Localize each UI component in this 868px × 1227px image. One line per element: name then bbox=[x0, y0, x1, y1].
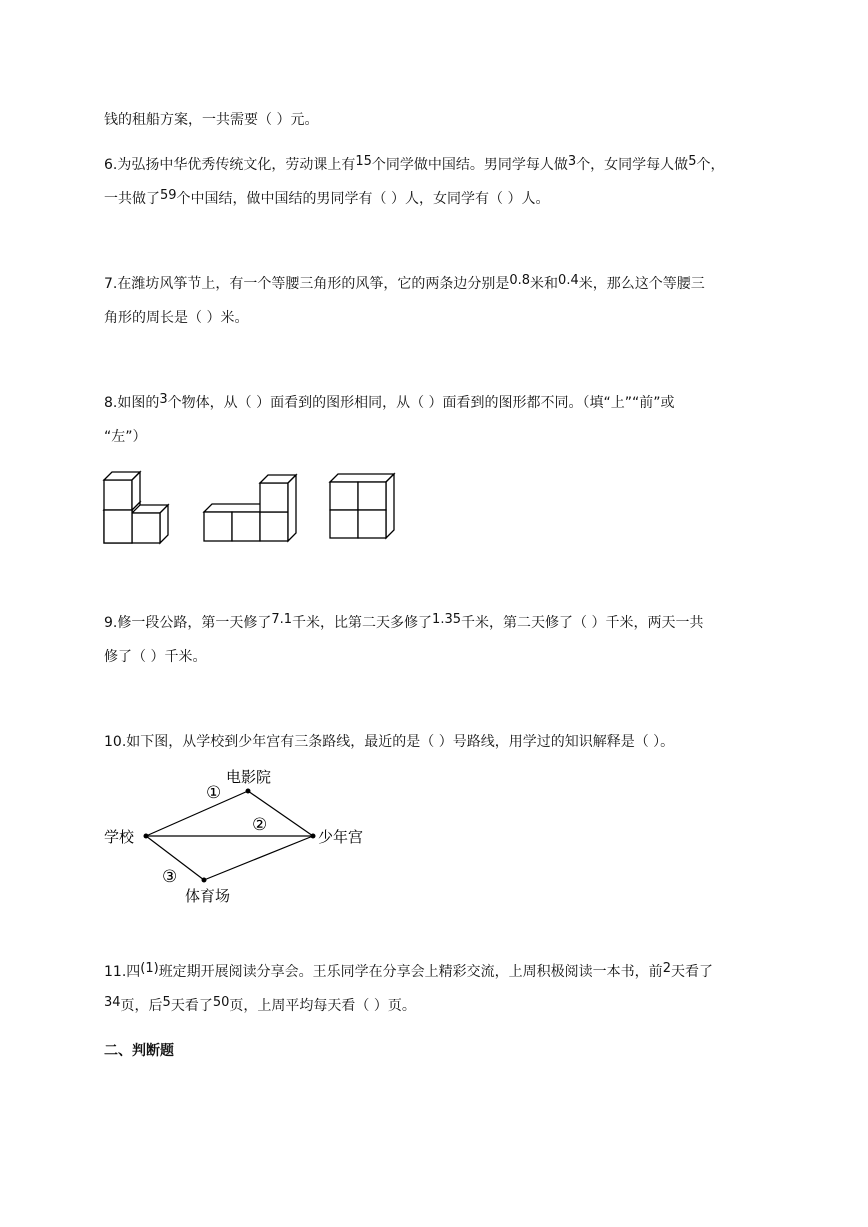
q11-line-1: 11.四(1)班定期开展阅读分享会。王乐同学在分享会上精彩交流，上周积极阅读一本书，前2天看了 bbox=[104, 961, 713, 980]
cinema-point bbox=[246, 789, 251, 794]
q6-line-1: 6.为弘扬中华优秀传统文化，劳动课上有15个同学做中国结。男同学每人做3个，女同学每人做5个， bbox=[104, 154, 725, 173]
q5-line-1: 钱的租船方案，一共需要（ ）元。 bbox=[104, 112, 319, 128]
cinema-label: 电影院 bbox=[226, 768, 272, 786]
q8-line-1: 8.如图的3个物体，从（ ）面看到的图形相同，从（ ）面看到的图形都不同。（填“上”“前”或 bbox=[104, 392, 675, 411]
stadium-label: 体育场 bbox=[185, 887, 231, 905]
q10-line-1: 10.如下图，从学校到少年宫有三条路线，最近的是（ ）号路线，用学过的知识解释是（ ）。 bbox=[104, 734, 675, 750]
route-3-label: ③ bbox=[162, 867, 178, 887]
section-title-judgment: 二、判断题 bbox=[104, 1043, 174, 1059]
cube-object-3 bbox=[330, 474, 394, 538]
stadium-point bbox=[202, 878, 207, 883]
cube-object-2 bbox=[204, 475, 296, 541]
route-1-segment-a bbox=[146, 791, 248, 836]
route-3-segment-b bbox=[204, 836, 313, 880]
route-1-label: ① bbox=[206, 783, 222, 803]
q8-line-2: “左”） bbox=[104, 429, 147, 445]
q7-line-1: 7.在潍坊风筝节上，有一个等腰三角形的风筝，它的两条边分别是0.8米和0.4米，那么这个等腰三 bbox=[104, 273, 705, 292]
route-2-label: ② bbox=[252, 815, 268, 835]
cube-figures bbox=[0, 470, 868, 570]
palace-label: 少年宫 bbox=[318, 828, 364, 846]
q9-line-2: 修了（ ）千米。 bbox=[104, 649, 207, 665]
q11-line-2: 34页，后5天看了50页，上周平均每天看（ ）页。 bbox=[104, 995, 416, 1014]
q7-line-2: 角形的周长是（ ）米。 bbox=[104, 310, 249, 326]
school-label: 学校 bbox=[104, 828, 135, 846]
q9-line-1: 9.修一段公路，第一天修了7.1千米，比第二天多修了1.35千米，第二天修了（ ）千米，两天一共 bbox=[104, 612, 704, 631]
q6-line-2: 一共做了59个中国结，做中国结的男同学有（ ）人，女同学有（ ）人。 bbox=[104, 188, 550, 207]
cube-object-1 bbox=[104, 472, 168, 543]
route-diagram bbox=[0, 760, 868, 910]
school-point bbox=[144, 834, 149, 839]
palace-point bbox=[311, 834, 316, 839]
